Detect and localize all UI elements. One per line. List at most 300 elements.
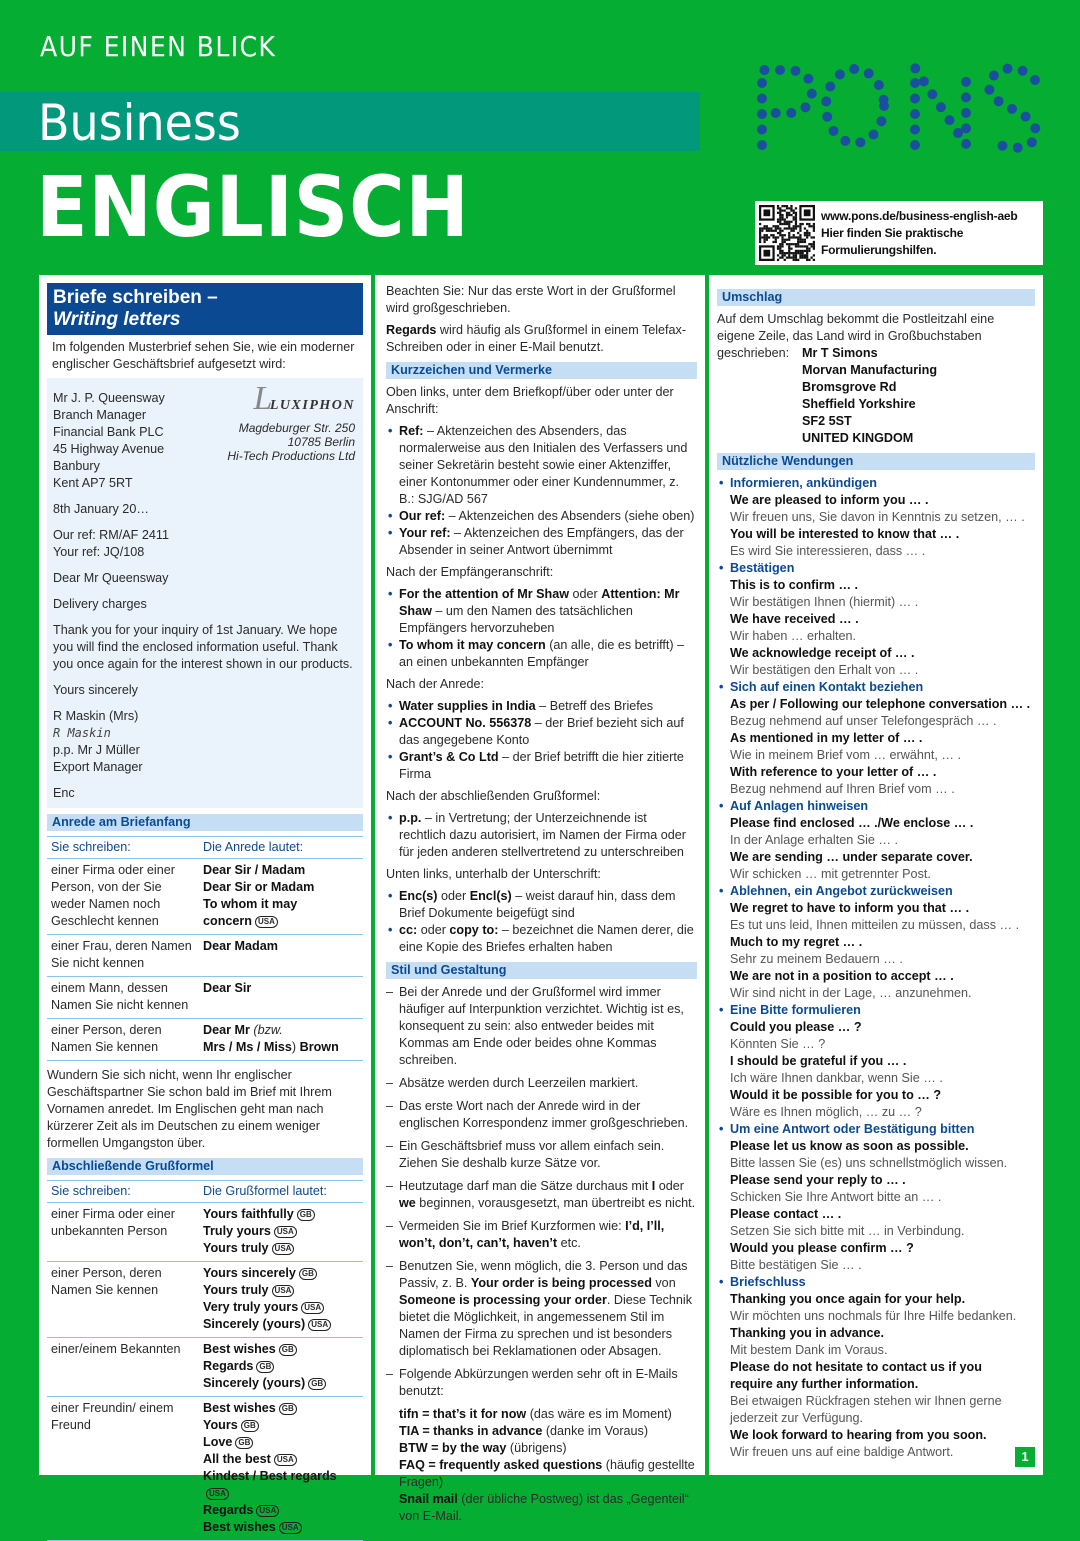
text-run: (bzw.	[249, 1023, 283, 1037]
english-phrase: Much to my regret … .	[730, 935, 863, 949]
sender-logo: LLUXIPHON	[253, 380, 355, 417]
german-translation: In der Anlage erhalten Sie … .	[730, 833, 899, 847]
text-run: I	[651, 1179, 656, 1193]
text-run: Dear Sir	[203, 981, 252, 995]
usa-badge: USA	[272, 1243, 295, 1255]
gb-badge: GB	[235, 1437, 253, 1449]
phrase-group-title: • Sich auf einen Kontakt beziehen	[717, 679, 1035, 696]
phrase-group-title: • Informieren, ankündigen	[717, 475, 1035, 492]
text-run: cc:	[399, 923, 418, 937]
dash-item	[386, 984, 697, 1069]
row-value	[199, 977, 363, 1019]
german-translation: Es wird Sie interessieren, dass … .	[730, 544, 926, 558]
section-header: Abschließende Grußformel	[47, 1158, 363, 1175]
text-run: Beachten Sie: Nur das erste Wort in der Grußformel wird großgeschrieben.	[386, 284, 676, 315]
text-run: – Aktenzeichen des Absenders (siehe oben)	[445, 509, 695, 523]
qr-text-1: Hier finden Sie praktische	[821, 225, 964, 240]
phrase-group-title: • Auf Anlagen hinweisen	[717, 798, 1035, 815]
section-header: Umschlag	[717, 289, 1035, 306]
paragraph	[386, 283, 697, 317]
signer-name: R Maskin (Mrs)	[53, 709, 139, 723]
info-table	[47, 836, 363, 1061]
value-line	[203, 1451, 359, 1468]
bullet-item	[386, 525, 697, 559]
closing: Yours sincerely	[53, 683, 138, 697]
paragraph	[386, 564, 697, 581]
dash-item	[386, 1366, 697, 1400]
phrase-group	[717, 679, 1035, 798]
value-line	[203, 980, 359, 997]
usa-badge: USA	[301, 1302, 324, 1314]
address-line: Bromsgrove Rd	[802, 380, 897, 394]
text-run: (häufig gestellte Fragen)	[399, 1458, 695, 1489]
text-run: – Aktenzeichen des Absenders, das normalerweise aus den Initialen des Verfassers und seiner Sekretärin besteht sowie einer Aktenziffer, einer Kontonummer oder einer Kundennummer, z. B.: SJG/AD 567	[399, 424, 688, 506]
usa-badge: USA	[279, 1522, 302, 1534]
value-line	[203, 862, 359, 879]
bullet-item	[386, 637, 697, 671]
english-phrase: Please send your reply to … .	[730, 1173, 906, 1187]
column-header: Die Anrede lautet:	[199, 837, 363, 859]
sample-letter	[47, 378, 363, 808]
value-line	[203, 1206, 359, 1223]
text-run: Mrs / Ms / Miss	[203, 1040, 292, 1054]
paragraph	[386, 322, 697, 356]
value-line	[203, 1400, 359, 1417]
row-label: einer Firma oder einer Person, von der Sie weder Namen noch Geschlecht kennen	[47, 859, 199, 935]
column-header: Sie schreiben:	[47, 837, 199, 859]
text-run: Heutzutage darf man die Sätze durchaus mit	[399, 1179, 652, 1193]
dash-item	[386, 1098, 697, 1132]
english-phrase: We have received … .	[730, 612, 859, 626]
intro-text: Im folgenden Musterbrief sehen Sie, wie ein moderner englischer Geschäftsbrief aufgesetzt wird:	[52, 340, 355, 371]
text-run: Ref:	[399, 424, 424, 438]
paragraph	[386, 676, 697, 693]
german-translation: Wir bestätigen Ihnen (hiermit) … .	[730, 595, 919, 609]
phrase-group	[717, 798, 1035, 883]
text-run: Sincerely (yours)	[203, 1317, 306, 1331]
text-run: etc.	[557, 1236, 581, 1250]
german-translation: Wir bestätigen den Erhalt von … .	[730, 663, 919, 677]
value-line	[203, 879, 359, 896]
value-line	[203, 1358, 359, 1375]
text-run: BTW = by the way	[399, 1441, 507, 1455]
english-phrase: With reference to your letter of … .	[730, 765, 937, 779]
text-run: For the attention of Mr Shaw	[399, 587, 570, 601]
text-run: Absätze werden durch Leerzeilen markiert.	[399, 1076, 639, 1090]
text-run: oder	[417, 923, 450, 937]
text-run: Auf dem Umschlag bekommt die Postleitzahl eine eigene Zeile, das Land wird in Großbuchstaben	[717, 312, 995, 343]
salutation: Dear Mr Queensway	[53, 571, 169, 585]
row-label: einer Freundin/ einem Freund	[47, 1397, 199, 1541]
text-run: Regards	[386, 323, 437, 337]
per-procurationem: p.p. Mr J Müller	[53, 743, 140, 757]
section-header: Stil und Gestaltung	[386, 962, 697, 979]
text-run: Dear Madam	[203, 939, 278, 953]
table-row	[47, 1019, 363, 1061]
row-label: einer/einem Bekannten	[47, 1338, 199, 1397]
text-run: Yours truly	[203, 1241, 269, 1255]
your-ref: Your ref: JQ/108	[53, 545, 145, 559]
text-run: Yours truly	[203, 1283, 269, 1297]
english-phrase: Please do not hesitate to contact us if you require any further information.	[730, 1360, 982, 1391]
german-translation: Bitte bestätigen Sie … .	[730, 1258, 862, 1272]
address-line: SF2 5ST	[802, 414, 852, 428]
text-run: tifn = that’s it for now	[399, 1407, 527, 1421]
text-run: (übrigens)	[506, 1441, 567, 1455]
english-phrase: As mentioned in my letter of … .	[730, 731, 923, 745]
english-phrase: We are not in a position to accept … .	[730, 969, 954, 983]
row-value	[199, 1019, 363, 1061]
text-run: Yours	[203, 1418, 238, 1432]
gb-badge: GB	[256, 1361, 274, 1373]
column-header: Sie schreiben:	[47, 1181, 199, 1203]
german-translation: Wäre es Ihnen möglich, … zu … ?	[730, 1105, 922, 1119]
text-run: Nach der Anrede:	[386, 677, 485, 691]
value-line	[203, 1375, 359, 1392]
text-run: Best wishes	[203, 1342, 276, 1356]
row-label: einem Mann, dessen Namen Sie nicht kennen	[47, 977, 199, 1019]
text-run: Someone is processing your order	[399, 1293, 607, 1307]
german-translation: Setzen Sie sich bitte mit … in Verbindung.	[730, 1224, 965, 1238]
english-phrase: Please let us know as soon as possible.	[730, 1139, 969, 1153]
table-row	[47, 977, 363, 1019]
german-translation: Es tut uns leid, Ihnen mitteilen zu müssen, dass … .	[730, 918, 1020, 932]
german-translation: Bezug nehmend auf unser Telefongespräch … .	[730, 714, 997, 728]
column-3	[709, 275, 1043, 1475]
row-value	[199, 859, 363, 935]
table-row	[47, 1397, 363, 1541]
table-header-row	[47, 1181, 363, 1203]
german-translation: Wir möchten uns nochmals für Ihre Hilfe bedanken.	[730, 1309, 1017, 1323]
text-run: (danke im Voraus)	[542, 1424, 649, 1438]
text-run: Yours faithfully	[203, 1207, 294, 1221]
paragraph	[386, 866, 697, 883]
sender-block	[227, 380, 355, 463]
german-translation: Schicken Sie Ihre Antwort bitte an … .	[730, 1190, 942, 1204]
row-label: einer Frau, deren Namen Sie nicht kennen	[47, 935, 199, 977]
text-run: (der übliche Postweg) ist das „Gegenteil“ von E-Mail.	[399, 1492, 689, 1523]
text-run: Our ref:	[399, 509, 446, 523]
text-run: To whom it may	[203, 897, 298, 911]
text-run: Dear Sir or Madam	[203, 880, 315, 894]
german-translation: Wir sind nicht in der Lage, … anzunehmen.	[730, 986, 972, 1000]
text-run: Ein Geschäftsbrief muss vor allem einfach sein. Ziehen Sie deshalb kurze Sätze vor.	[399, 1139, 665, 1170]
recipient-line: Mr J. P. Queensway	[53, 391, 165, 405]
text-run: Dear Mr	[203, 1023, 250, 1037]
text-run: – Aktenzeichen des Empfängers, das der Absender in seiner Antwort übernimmt	[399, 526, 684, 557]
german-translation: Bei etwaigen Rückfragen stehen wir Ihnen gerne jederzeit zur Verfügung.	[730, 1394, 1002, 1425]
row-value	[199, 1203, 363, 1262]
text-run: concern	[203, 914, 252, 928]
value-line	[203, 913, 359, 930]
abbreviation-item	[386, 1423, 697, 1440]
text-run: von	[651, 1276, 676, 1290]
value-line	[203, 938, 359, 955]
dash-item	[386, 1218, 697, 1252]
address-line: Sheffield Yorkshire	[802, 397, 916, 411]
value-line	[203, 1022, 359, 1039]
column-2	[375, 275, 705, 1523]
sender-line: Hi-Tech Productions Ltd	[227, 449, 355, 463]
english-phrase: As per / Following our telephone conversation … .	[730, 697, 1031, 711]
address-lines	[802, 345, 937, 447]
text-run: – Betreff des Briefes	[535, 699, 654, 713]
qr-url[interactable]: www.pons.de/business-english-aeb	[821, 208, 1018, 223]
value-line	[203, 1282, 359, 1299]
text-run: Unten links, unterhalb der Unterschrift:	[386, 867, 601, 881]
recipient-line: Branch Manager	[53, 408, 147, 422]
gb-badge: GB	[279, 1403, 297, 1415]
text-run: – der Brief betrifft die hier zitierte Firma	[399, 750, 684, 781]
recipient-line: 45 Highway Avenue	[53, 442, 165, 456]
qr-code-box[interactable]	[755, 201, 1043, 265]
qr-text-2: Formulierungshilfen.	[821, 242, 937, 257]
text-run: . Diese Technik bietet die Möglichkeit, in angemessenem Stil im Namen der Firma zu sprechen und ist besonders diplomatisch bei Reklamationen oder Absagen.	[399, 1293, 693, 1358]
text-run: Regards	[203, 1503, 254, 1517]
usa-badge: USA	[308, 1319, 331, 1331]
value-line	[203, 1341, 359, 1358]
text-run: Wundern Sie sich nicht, wenn Ihr englischer Geschäftspartner Sie schon bald im Brief mit Ihrem Vornamen anredet. Im Englischen geht man nach kürzerer Zeit als im Deutschen zu einem weniger formellen Umgangston über.	[47, 1068, 332, 1150]
text-run: Nach der abschließenden Grußformel:	[386, 789, 601, 803]
bullet-item	[386, 586, 697, 637]
bullet-item	[386, 508, 697, 525]
usa-badge: USA	[272, 1285, 295, 1297]
text-run: Benutzen Sie, wenn möglich, die 3. Person und das Passiv, z. B.	[399, 1259, 688, 1290]
english-phrase: We regret to have to inform you that … .	[730, 901, 970, 915]
phrase-group-title: • Bestätigen	[717, 560, 1035, 577]
text-run: TIA = thanks in advance	[399, 1424, 543, 1438]
english-phrase: You will be interested to know that … .	[730, 527, 960, 541]
value-line	[203, 1240, 359, 1257]
german-translation: Ich wäre Ihnen dankbar, wenn Sie … .	[730, 1071, 943, 1085]
text-run: (das wäre es im Moment)	[526, 1407, 672, 1421]
value-line	[203, 1316, 359, 1333]
text-run: Oben links, unter dem Briefkopf/über oder unter der Anschrift:	[386, 385, 674, 416]
abbreviation-item	[386, 1406, 697, 1423]
abbreviation-item	[386, 1491, 697, 1525]
value-line	[203, 1223, 359, 1240]
address-line: Morvan Manufacturing	[802, 363, 938, 377]
english-phrase: Would you please confirm … ?	[730, 1241, 914, 1255]
enclosure: Enc	[53, 786, 75, 800]
bullet-item	[386, 698, 697, 715]
dash-item	[386, 1178, 697, 1212]
column-1	[39, 275, 371, 1534]
table-header-row	[47, 837, 363, 859]
usa-badge: USA	[206, 1488, 229, 1500]
phrase-group	[717, 1121, 1035, 1274]
dash-item	[386, 1138, 697, 1172]
address-label: geschrieben:	[717, 346, 790, 360]
text-run: – der Brief bezieht sich auf das angegebene Konto	[399, 716, 684, 747]
row-value	[199, 1397, 363, 1541]
text-run: Sincerely (yours)	[203, 1376, 306, 1390]
table-row	[47, 1338, 363, 1397]
text-run: Yours sincerely	[203, 1266, 296, 1280]
title-business: Business	[38, 94, 241, 152]
phrase-group	[717, 883, 1035, 1002]
sender-line: 10785 Berlin	[287, 435, 355, 449]
table-row	[47, 1262, 363, 1338]
german-translation: Wir freuen uns, Sie davon in Kenntnis zu setzen, … .	[730, 510, 1025, 524]
text-run: Encl(s)	[469, 889, 512, 903]
handwritten-signature: R Maskin	[53, 726, 111, 740]
paragraph	[386, 788, 697, 805]
text-run: wird häufig als Grußformel in einem Telefax-Schreiben oder in einer E-Mail benutzt.	[386, 323, 687, 354]
bullet-item	[386, 810, 697, 861]
text-run: Dear Sir / Madam	[203, 863, 306, 877]
text-run: – um den Namen des tatsächlichen Empfängers hervorzuheben	[399, 604, 633, 635]
text-run: Truly yours	[203, 1224, 271, 1238]
text-run: To whom it may concern	[399, 638, 546, 652]
paragraph	[717, 311, 1035, 345]
usa-badge: USA	[255, 916, 278, 928]
series-kicker: AUF EINEN BLICK	[40, 30, 277, 63]
abbreviation-item	[386, 1457, 697, 1491]
text-run: Best wishes	[203, 1520, 276, 1534]
phrase-group	[717, 475, 1035, 560]
bullet-item	[386, 749, 697, 783]
value-line	[203, 1039, 359, 1056]
phrase-group-title: • Briefschluss	[717, 1274, 1035, 1291]
gb-badge: GB	[241, 1420, 259, 1432]
paragraph	[47, 1067, 363, 1152]
table-row	[47, 1203, 363, 1262]
english-phrase: Please find enclosed … ./We enclose … .	[730, 816, 974, 830]
text-run: copy to:	[449, 923, 499, 937]
paragraph	[386, 384, 697, 418]
english-phrase: Thanking you once again for your help.	[730, 1292, 966, 1306]
text-run: oder	[655, 1179, 684, 1193]
text-run: Water supplies in India	[399, 699, 536, 713]
english-phrase: We acknowledge receipt of … .	[730, 646, 915, 660]
german-translation: Wir schicken … mit getrennter Post.	[730, 867, 931, 881]
recipient-line: Kent AP7 5RT	[53, 476, 133, 490]
section-title	[47, 283, 363, 335]
text-run: Folgende Abkürzungen werden sehr oft in E-Mails benutzt:	[399, 1367, 678, 1398]
english-phrase: We look forward to hearing from you soon.	[730, 1428, 987, 1442]
text-run: Grant’s & Co Ltd	[399, 750, 499, 764]
text-run: Nach der Empfängeranschrift:	[386, 565, 554, 579]
recipient-line: Financial Bank PLC	[53, 425, 164, 439]
title-german: Briefe schreiben –	[53, 287, 218, 308]
bullet-item	[386, 423, 697, 508]
text-run: – in Vertretung; der Unterzeichnende ist rechtlich dazu autorisiert, im Namen der Firma oder für jeden anderen stellvertretend zu unterschreiben	[399, 811, 686, 859]
text-run: Enc(s)	[399, 889, 438, 903]
subject: Delivery charges	[53, 597, 147, 611]
phrase-group	[717, 1002, 1035, 1121]
english-phrase: This is to confirm … .	[730, 578, 859, 592]
text-run: we	[399, 1196, 416, 1210]
section-header: Anrede am Briefanfang	[47, 814, 363, 831]
row-value	[199, 1262, 363, 1338]
row-label: einer Firma oder einer unbekannten Person	[47, 1203, 199, 1262]
title-english: Writing letters	[53, 309, 181, 330]
text-run: Attention: Mr Shaw	[399, 587, 680, 618]
envelope-address	[717, 345, 1035, 447]
english-phrase: Thanking you in advance.	[730, 1326, 884, 1340]
value-line	[203, 1434, 359, 1451]
recipient-line: Banbury	[53, 459, 100, 473]
gb-badge: GB	[299, 1268, 317, 1280]
abbreviation-item	[386, 1440, 697, 1457]
address-line: Mr T Simons	[802, 346, 878, 360]
text-run: FAQ = frequently asked questions	[399, 1458, 603, 1472]
phrase-group-title: • Um eine Antwort oder Bestätigung bitten	[717, 1121, 1035, 1138]
german-translation: Mit bestem Dank im Voraus.	[730, 1343, 888, 1357]
text-run: Bei der Anrede und der Grußformel wird immer häufiger auf Interpunktion verzichtet. Wichtig ist es, konsequent zu sein: also entweder beides mit Kommas am Ende oder beides ohne Kommas schreiben.	[399, 985, 684, 1067]
text-run: – bezeichnet die Namen derer, die eine Kopie des Briefes erhalten haben	[399, 923, 694, 954]
value-line	[203, 1417, 359, 1434]
row-value	[199, 1338, 363, 1397]
our-ref: Our ref: RM/AF 2411	[53, 528, 169, 542]
text-run: Snail mail	[399, 1492, 458, 1506]
text-run: I’d, I’ll, won’t, don’t, can’t, haven’t	[399, 1219, 665, 1250]
value-line	[203, 896, 359, 913]
text-run: )	[291, 1040, 297, 1054]
gb-badge: GB	[279, 1344, 297, 1356]
section-header: Nützliche Wendungen	[717, 453, 1035, 470]
text-run: Das erste Wort nach der Anrede wird in der englischen Korrespondenz immer großgeschrieben.	[399, 1099, 689, 1130]
signer-role: Export Manager	[53, 760, 143, 774]
value-line	[203, 1468, 359, 1502]
german-translation: Bezug nehmend auf Ihren Brief vom … .	[730, 782, 955, 796]
phrase-group	[717, 1274, 1035, 1461]
bullet-item	[386, 888, 697, 922]
german-translation: Wie in meinem Brief vom … erwähnt, … .	[730, 748, 961, 762]
english-phrase: I should be grateful if you … .	[730, 1054, 907, 1068]
english-phrase: We are sending … under separate cover.	[730, 850, 973, 864]
value-line	[203, 1519, 359, 1536]
value-line	[203, 1502, 359, 1519]
text-run: Your ref:	[399, 526, 451, 540]
usa-badge: USA	[274, 1454, 297, 1466]
table-row	[47, 935, 363, 977]
dash-item	[386, 1258, 697, 1360]
page-number: 1	[1015, 1447, 1035, 1467]
text-run: oder	[569, 587, 602, 601]
german-translation: Könnten Sie … ?	[730, 1037, 826, 1051]
row-label: einer Person, deren Namen Sie kennen	[47, 1019, 199, 1061]
row-label: einer Person, deren Namen Sie kennen	[47, 1262, 199, 1338]
text-run: beginnen, vorausgesetzt, man übertreibt es nicht.	[415, 1196, 696, 1210]
text-run: Regards	[203, 1359, 254, 1373]
letter-body: Thank you for your inquiry of 1st January. We hope you will find the enclosed information useful. Thank you once again for the interest shown in our products.	[53, 623, 353, 671]
text-run: (an alle, die es betrifft) – an einen unbekannten Empfänger	[399, 638, 685, 669]
info-table	[47, 1180, 363, 1541]
qr-code-icon[interactable]	[759, 205, 815, 261]
phrase-group-title: • Ablehnen, ein Angebot zurückweisen	[717, 883, 1035, 900]
text-run: Kindest / Best regards	[203, 1469, 337, 1483]
phrase-group-title: • Eine Bitte formulieren	[717, 1002, 1035, 1019]
pons-logo	[745, 55, 1045, 155]
text-run: Best wishes	[203, 1401, 276, 1415]
text-run: Vermeiden Sie im Brief Kurzformen wie:	[399, 1219, 626, 1233]
text-run: ACCOUNT No. 556378	[399, 716, 532, 730]
german-translation: Bitte lassen Sie (es) uns schnellstmöglich wissen.	[730, 1156, 1008, 1170]
gb-badge: GB	[308, 1378, 326, 1390]
dash-item	[386, 1075, 697, 1092]
text-run: Your order is being processed	[470, 1276, 652, 1290]
column-header: Die Grußformel lautet:	[199, 1181, 363, 1203]
usa-badge: USA	[274, 1226, 297, 1238]
text-run: Brown	[296, 1040, 339, 1054]
address-line: UNITED KINGDOM	[802, 431, 914, 445]
english-phrase: Could you please … ?	[730, 1020, 862, 1034]
english-phrase: We are pleased to inform you … .	[730, 493, 929, 507]
text-run: – weist darauf hin, dass dem Brief Dokumente beigefügt sind	[399, 889, 676, 920]
bullet-item	[386, 922, 697, 956]
